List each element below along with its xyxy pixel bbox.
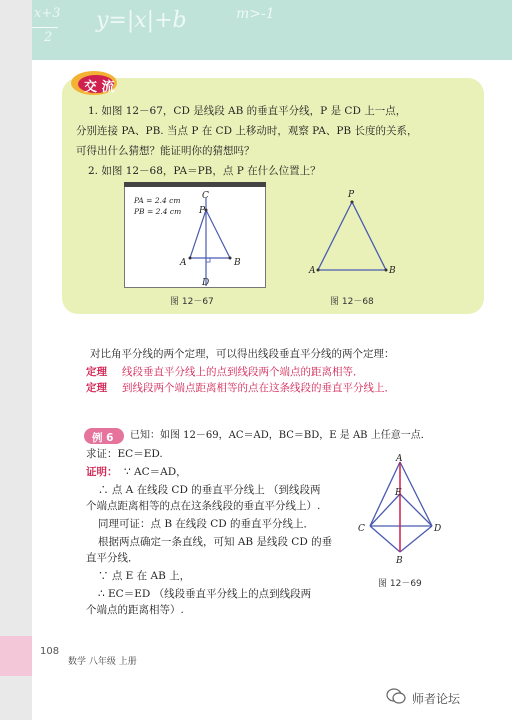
header-formula-fraction-bottom: 2: [44, 30, 53, 45]
header-formula-inequality: m>-1: [236, 6, 275, 22]
theorems-intro: 对比角平分线的两个定理，可以得出线段垂直平分线的两个定理：: [90, 348, 395, 360]
exchange-q1-line3: 可得出什么猜想？能证明你的猜想吗？: [76, 145, 255, 157]
theorem-1-head: 定理: [86, 366, 107, 378]
fig68-label-a: A: [309, 266, 316, 276]
fig67-label-d: D: [202, 278, 210, 288]
figure-12-67-pb: PB = 2.4 cm: [134, 207, 182, 216]
fig67-label-c: C: [202, 191, 209, 201]
header-formula-absolute: y=|x|+b: [96, 8, 187, 33]
fig67-label-b: B: [234, 258, 241, 268]
example-proof-head: 证明：: [86, 466, 118, 478]
page-number: 108: [40, 646, 60, 657]
figure-12-69-caption: 图 12－69: [378, 579, 422, 589]
proof-line-3: 个端点距离相等的点在这条线段的垂直平分线上）.: [86, 500, 321, 512]
fig69-label-d: D: [434, 524, 442, 534]
proof-line-2: ∴ 点 A 在线段 CD 的垂直平分线上 （到线段两: [98, 484, 321, 496]
wechat-icon: [386, 688, 406, 704]
fig67-label-p: P: [199, 206, 206, 216]
fig69-label-e: E: [395, 488, 402, 498]
example-given: 已知：如图 12－69，AC＝AD，BC＝BD，E 是 AB 上任意一点．: [130, 430, 431, 441]
proof-line-7: ∵ 点 E 在 AB 上，: [98, 570, 191, 582]
exchange-q1-line2: 分别连接 PA、PB. 当点 P 在 CD 上移动时，观察 PA、PB 长度的关系，: [76, 125, 418, 137]
fig69-label-c: C: [358, 524, 365, 534]
theorem-2-head: 定理: [86, 382, 107, 394]
figure-12-68-caption: 图 12－68: [330, 297, 374, 307]
proof-line-9: 个端点的距离相等）.: [86, 604, 184, 616]
figure-12-67-pa: PA = 2.4 cm: [134, 196, 181, 205]
example-badge-label: 例 6: [92, 432, 114, 444]
left-margin-accent: [0, 636, 32, 676]
proof-line-5: 根据两点确定一条直线，可知 AB 是线段 CD 的垂: [98, 536, 333, 548]
watermark-label: 师者论坛: [412, 692, 461, 706]
figure-12-67-caption: 图 12－67: [170, 297, 214, 307]
header-formula-fraction-top: x+3: [34, 6, 61, 21]
fig68-label-p: P: [348, 190, 355, 200]
example-prove: 求证：EC＝ED.: [86, 448, 163, 460]
fig67-label-a: A: [180, 258, 187, 268]
left-margin-strip: [0, 0, 32, 720]
proof-line-8: ∴ EC＝ED （线段垂直平分线上的点到线段两: [98, 588, 312, 600]
proof-line-4: 同理可证：点 B 在线段 CD 的垂直平分线上．: [98, 518, 315, 530]
exchange-badge-label: 交 流: [84, 80, 115, 95]
proof-line-1: ∵ AC＝AD，: [124, 466, 187, 478]
theorem-2-body: 到线段两个端点距离相等的点在这条线段的垂直平分线上．: [122, 382, 395, 394]
fig69-label-a: A: [396, 454, 403, 464]
figure-12-67-diagram: [124, 182, 266, 288]
fig68-label-b: B: [389, 266, 396, 276]
fraction-bar: [32, 27, 58, 28]
exchange-q2: 2. 如图 12－68，PA＝PB，点 P 在什么位置上？: [88, 165, 321, 177]
theorem-1-body: 线段垂直平分线上的点到线段两个端点的距离相等．: [122, 366, 364, 378]
proof-line-6: 直平分线．: [86, 552, 139, 564]
fig69-label-b: B: [396, 556, 403, 566]
exchange-q1-line1: 1. 如图 12－67，CD 是线段 AB 的垂直平分线，P 是 CD 上一点，: [88, 105, 407, 117]
book-title: 数学 八年级 上册: [68, 657, 137, 667]
